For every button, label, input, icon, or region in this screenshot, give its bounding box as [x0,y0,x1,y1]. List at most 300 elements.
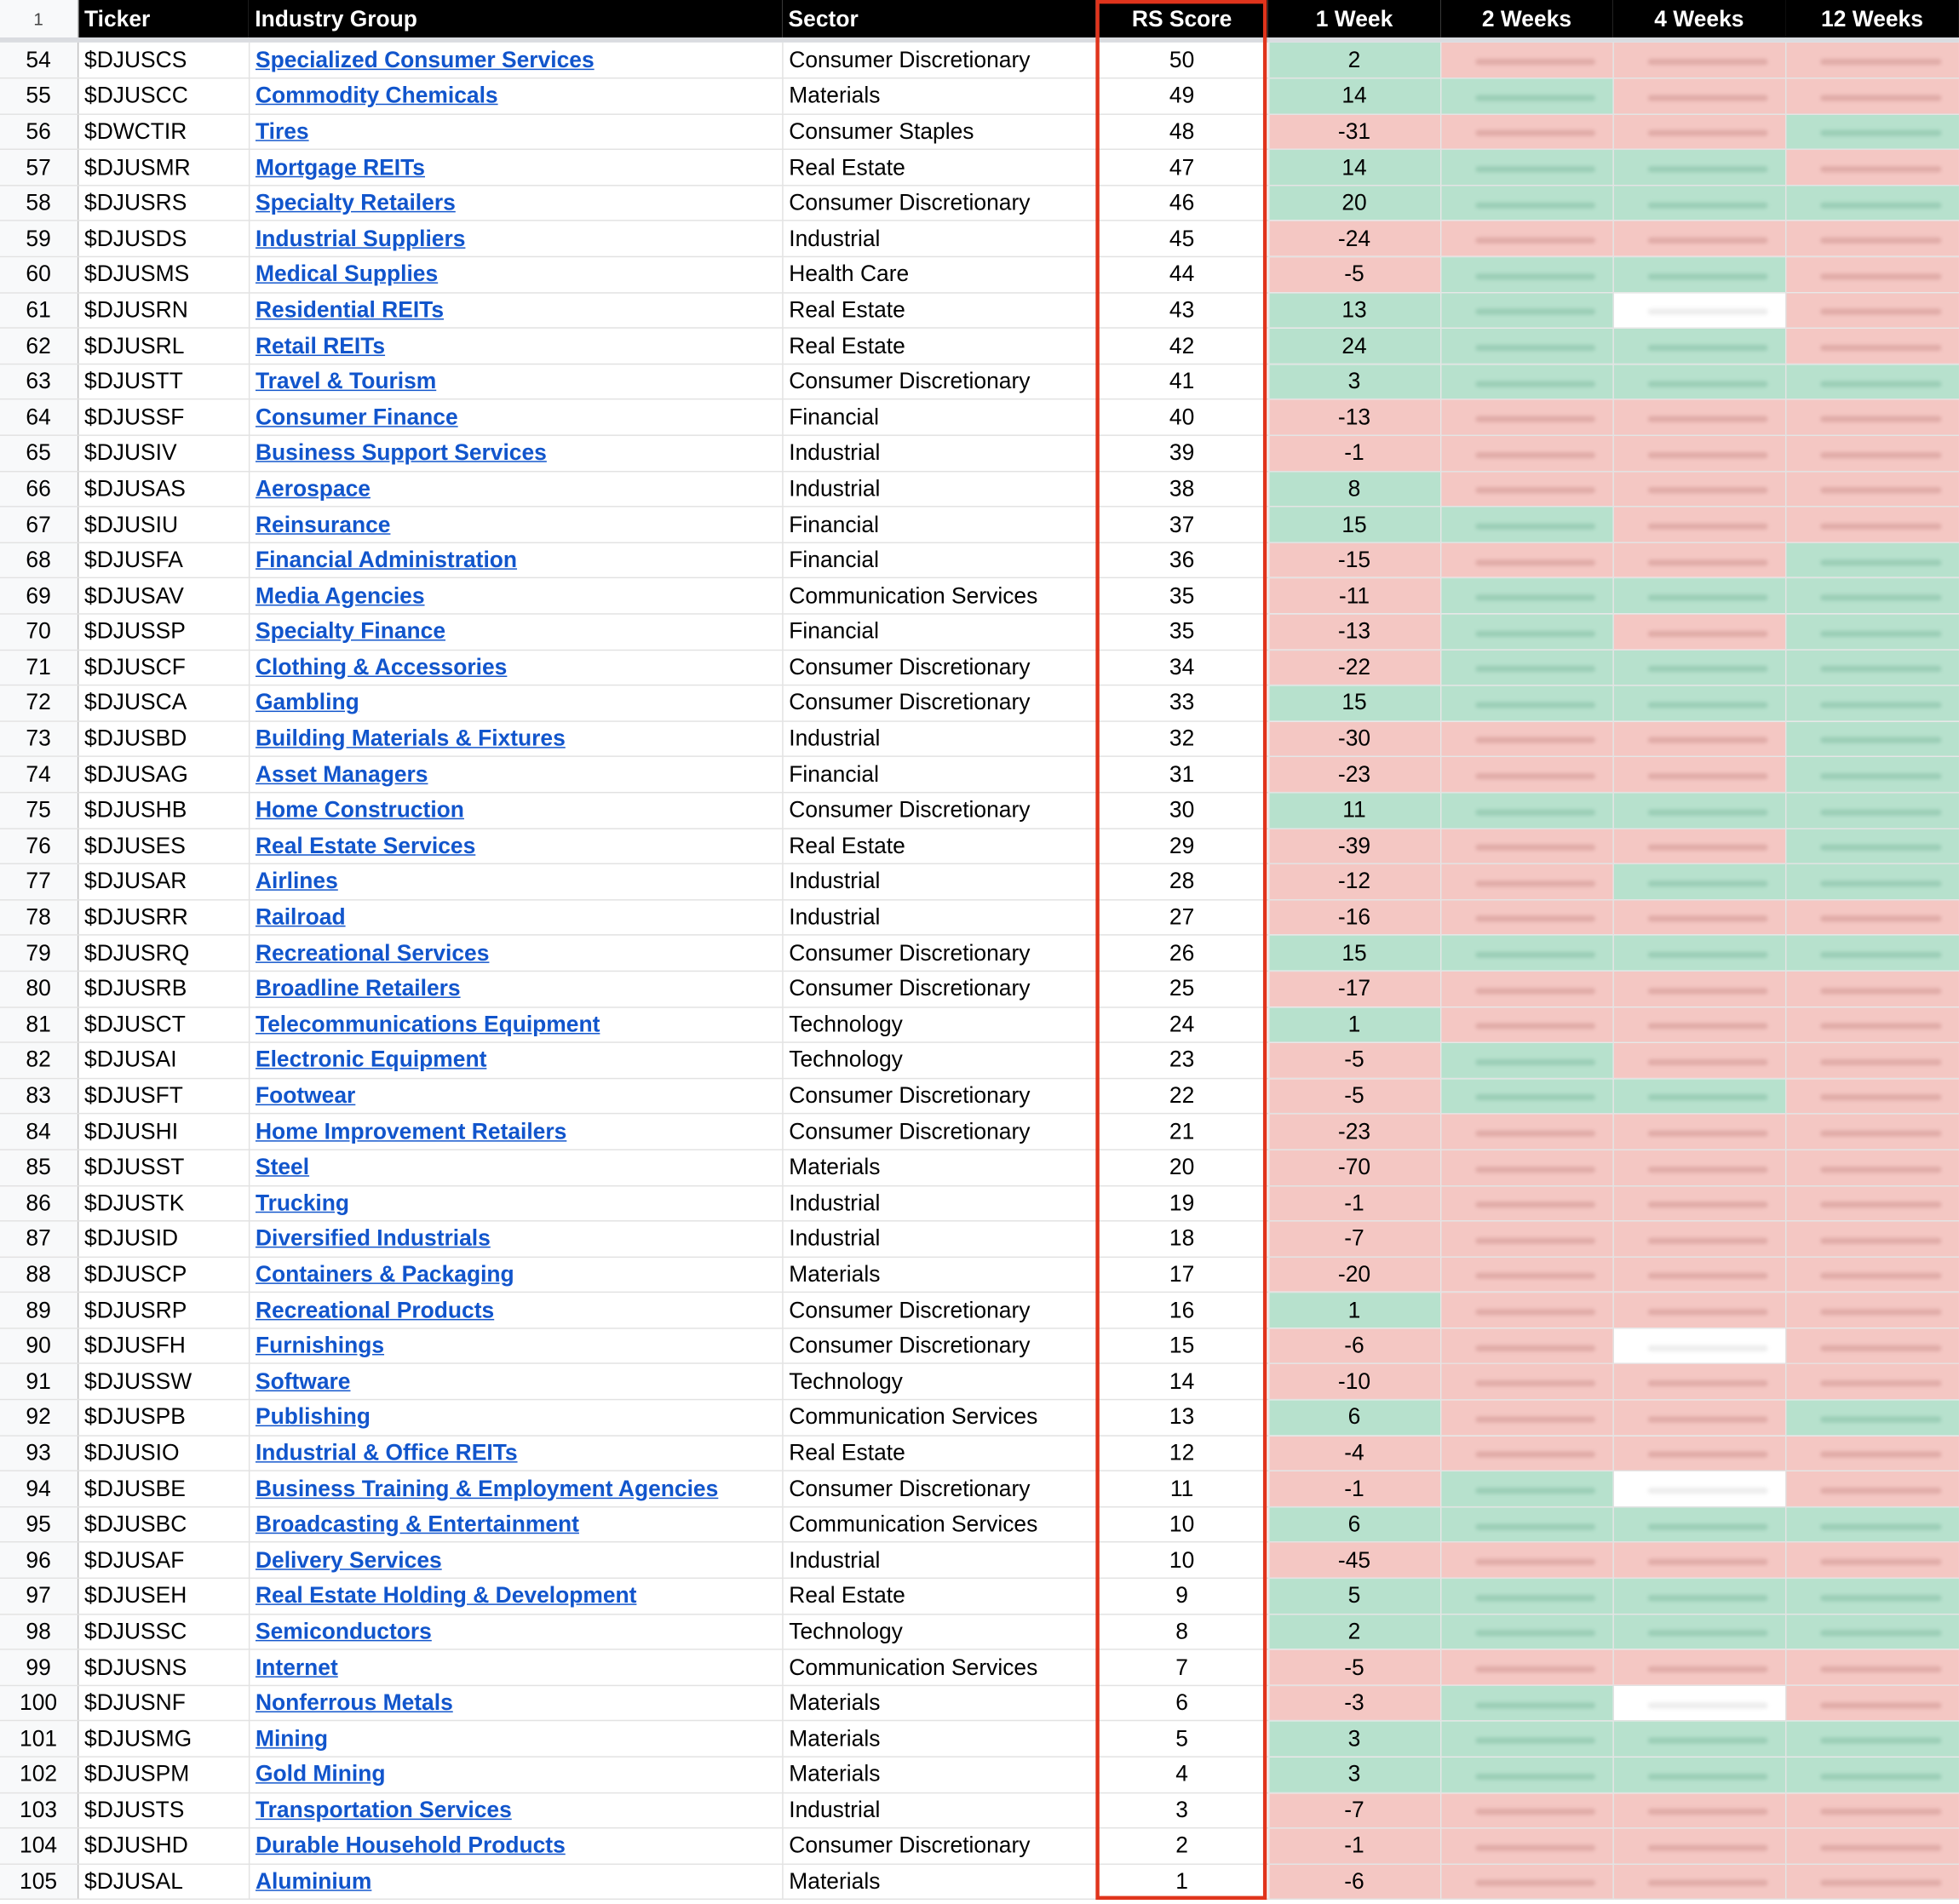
industry-group-cell[interactable] [249,1542,782,1578]
row-number[interactable]: 91 [0,1364,78,1400]
industry-group-link[interactable]: Trucking [255,1190,349,1215]
ticker-cell[interactable]: $DJUSRQ [78,935,249,971]
twelve-weeks-cell-blurred[interactable] [1785,650,1959,685]
industry-group-cell[interactable] [249,1400,782,1436]
industry-group-cell[interactable] [249,614,782,650]
two-weeks-cell-blurred[interactable] [1440,757,1612,793]
industry-group-cell[interactable] [249,78,782,114]
four-weeks-cell-blurred[interactable] [1613,1721,1785,1757]
ticker-cell[interactable]: $DJUSRR [78,899,249,935]
rs-score-cell[interactable]: 27 [1095,899,1267,935]
row-number[interactable]: 105 [0,1864,78,1900]
two-weeks-cell-blurred[interactable] [1440,328,1612,364]
twelve-weeks-cell-blurred[interactable] [1785,1792,1959,1828]
twelve-weeks-cell-blurred[interactable] [1785,1114,1959,1150]
industry-group-link[interactable]: Asset Managers [255,761,428,787]
industry-group-link[interactable]: Mining [255,1725,329,1752]
four-weeks-cell-blurred[interactable] [1613,1649,1785,1685]
industry-group-cell[interactable] [249,1614,782,1649]
twelve-weeks-cell-blurred[interactable] [1785,1328,1959,1364]
ticker-cell[interactable]: $DJUSAI [78,1042,249,1078]
twelve-weeks-cell-blurred[interactable] [1785,507,1959,542]
twelve-weeks-cell-blurred[interactable] [1785,793,1959,829]
rs-score-cell[interactable]: 9 [1095,1578,1267,1614]
industry-group-cell[interactable] [249,578,782,614]
industry-group-link[interactable]: Industrial Suppliers [255,226,466,251]
four-weeks-cell-blurred[interactable] [1613,507,1785,542]
four-weeks-cell-blurred[interactable] [1613,257,1785,293]
column-header-industry-group[interactable]: Industry Group [249,0,782,37]
industry-group-link[interactable]: Industrial & Office REITs [255,1440,518,1465]
industry-group-cell[interactable] [249,1150,782,1185]
ticker-cell[interactable]: $DJUSRS [78,186,249,221]
one-week-change-cell[interactable]: -30 [1268,721,1440,757]
industry-group-cell[interactable] [249,1506,782,1542]
ticker-cell[interactable]: $DJUSHB [78,793,249,829]
two-weeks-cell-blurred[interactable] [1440,578,1612,614]
row-number[interactable]: 78 [0,899,78,935]
one-week-change-cell[interactable]: -3 [1268,1685,1440,1721]
rs-score-cell[interactable]: 25 [1095,971,1267,1006]
row-number[interactable]: 58 [0,186,78,221]
twelve-weeks-cell-blurred[interactable] [1785,471,1959,507]
one-week-change-cell[interactable]: -70 [1268,1150,1440,1185]
industry-group-cell[interactable] [249,1006,782,1042]
ticker-cell[interactable]: $DJUSES [78,829,249,864]
one-week-change-cell[interactable]: 14 [1268,150,1440,186]
four-weeks-cell-blurred[interactable] [1613,1364,1785,1400]
twelve-weeks-cell-blurred[interactable] [1785,935,1959,971]
industry-group-link[interactable]: Clothing & Accessories [255,654,508,680]
rs-score-cell[interactable]: 34 [1095,650,1267,685]
four-weeks-cell-blurred[interactable] [1613,1436,1785,1471]
four-weeks-cell-blurred[interactable] [1613,78,1785,114]
column-header-ticker[interactable]: Ticker [78,0,249,37]
two-weeks-cell-blurred[interactable] [1440,507,1612,542]
industry-group-cell[interactable] [249,721,782,757]
ticker-cell[interactable]: $DJUSAF [78,1542,249,1578]
sector-cell[interactable]: Real Estate [782,150,1095,186]
industry-group-cell[interactable] [249,257,782,293]
row-number[interactable]: 64 [0,399,78,435]
row-number[interactable]: 70 [0,614,78,650]
two-weeks-cell-blurred[interactable] [1440,1614,1612,1649]
rs-score-cell[interactable]: 12 [1095,1436,1267,1471]
industry-group-cell[interactable] [249,1221,782,1257]
rs-score-cell[interactable]: 30 [1095,793,1267,829]
sector-cell[interactable]: Industrial [782,1221,1095,1257]
two-weeks-cell-blurred[interactable] [1440,614,1612,650]
sector-cell[interactable]: Financial [782,614,1095,650]
sector-cell[interactable]: Technology [782,1614,1095,1649]
industry-group-link[interactable]: Internet [255,1654,338,1680]
industry-group-cell[interactable] [249,114,782,150]
one-week-change-cell[interactable]: -10 [1268,1364,1440,1400]
row-number[interactable]: 92 [0,1400,78,1436]
two-weeks-cell-blurred[interactable] [1440,471,1612,507]
industry-group-cell[interactable] [249,935,782,971]
twelve-weeks-cell-blurred[interactable] [1785,685,1959,721]
ticker-cell[interactable]: $DWCTIR [78,114,249,150]
rs-score-cell[interactable]: 15 [1095,1328,1267,1364]
row-number[interactable]: 104 [0,1828,78,1864]
one-week-change-cell[interactable]: -15 [1268,542,1440,578]
one-week-change-cell[interactable]: -23 [1268,1114,1440,1150]
row-number[interactable]: 99 [0,1649,78,1685]
rs-score-cell[interactable]: 21 [1095,1114,1267,1150]
row-number[interactable]: 65 [0,435,78,471]
four-weeks-cell-blurred[interactable] [1613,829,1785,864]
ticker-cell[interactable]: $DJUSRN [78,292,249,328]
industry-group-link[interactable]: Containers & Packaging [255,1261,514,1287]
rs-score-cell[interactable]: 46 [1095,186,1267,221]
sector-cell[interactable]: Consumer Discretionary [782,935,1095,971]
sector-cell[interactable]: Industrial [782,1185,1095,1221]
sector-cell[interactable]: Consumer Discretionary [782,1114,1095,1150]
row-number[interactable]: 94 [0,1471,78,1507]
sector-cell[interactable]: Industrial [782,899,1095,935]
industry-group-link[interactable]: Steel [255,1154,310,1179]
ticker-cell[interactable]: $DJUSPB [78,1400,249,1436]
one-week-change-cell[interactable]: -7 [1268,1221,1440,1257]
four-weeks-cell-blurred[interactable] [1613,1792,1785,1828]
industry-group-cell[interactable] [249,186,782,221]
row-number[interactable]: 103 [0,1792,78,1828]
industry-group-link[interactable]: Mortgage REITs [255,154,425,180]
industry-group-link[interactable]: Publishing [255,1404,371,1430]
industry-group-cell[interactable] [249,1114,782,1150]
four-weeks-cell-blurred[interactable] [1613,1685,1785,1721]
industry-group-cell[interactable] [249,1328,782,1364]
row-number[interactable]: 89 [0,1293,78,1328]
industry-group-cell[interactable] [249,1649,782,1685]
rs-score-cell[interactable]: 28 [1095,864,1267,900]
row-number[interactable]: 56 [0,114,78,150]
four-weeks-cell-blurred[interactable] [1613,435,1785,471]
ticker-cell[interactable]: $DJUSCS [78,43,249,78]
ticker-cell[interactable]: $DJUSNF [78,1685,249,1721]
rs-score-cell[interactable]: 17 [1095,1257,1267,1293]
four-weeks-cell-blurred[interactable] [1613,186,1785,221]
two-weeks-cell-blurred[interactable] [1440,542,1612,578]
industry-group-cell[interactable] [249,1293,782,1328]
rs-score-cell[interactable]: 18 [1095,1221,1267,1257]
industry-group-link[interactable]: Commodity Chemicals [255,83,498,108]
two-weeks-cell-blurred[interactable] [1440,1400,1612,1436]
industry-group-cell[interactable] [249,899,782,935]
two-weeks-cell-blurred[interactable] [1440,399,1612,435]
twelve-weeks-cell-blurred[interactable] [1785,1221,1959,1257]
sector-cell[interactable]: Consumer Discretionary [782,650,1095,685]
rs-score-cell[interactable]: 31 [1095,757,1267,793]
row-number[interactable]: 93 [0,1436,78,1471]
one-week-change-cell[interactable]: -17 [1268,971,1440,1006]
one-week-change-cell[interactable]: -39 [1268,829,1440,864]
industry-group-cell[interactable] [249,471,782,507]
rs-score-cell[interactable]: 11 [1095,1471,1267,1507]
sector-cell[interactable]: Technology [782,1006,1095,1042]
four-weeks-cell-blurred[interactable] [1613,1864,1785,1900]
one-week-change-cell[interactable]: -23 [1268,757,1440,793]
row-number[interactable]: 54 [0,43,78,78]
twelve-weeks-cell-blurred[interactable] [1785,1471,1959,1507]
four-weeks-cell-blurred[interactable] [1613,1078,1785,1114]
ticker-cell[interactable]: $DJUSTK [78,1185,249,1221]
rs-score-cell[interactable]: 43 [1095,292,1267,328]
industry-group-link[interactable]: Specialized Consumer Services [255,47,595,72]
twelve-weeks-cell-blurred[interactable] [1785,542,1959,578]
industry-group-link[interactable]: Software [255,1368,351,1394]
rs-score-cell[interactable]: 36 [1095,542,1267,578]
two-weeks-cell-blurred[interactable] [1440,1685,1612,1721]
industry-group-link[interactable]: Medical Supplies [255,261,439,287]
one-week-change-cell[interactable]: -5 [1268,1042,1440,1078]
two-weeks-cell-blurred[interactable] [1440,221,1612,257]
sector-cell[interactable]: Consumer Discretionary [782,1828,1095,1864]
two-weeks-cell-blurred[interactable] [1440,1506,1612,1542]
sector-cell[interactable]: Technology [782,1364,1095,1400]
four-weeks-cell-blurred[interactable] [1613,1542,1785,1578]
four-weeks-cell-blurred[interactable] [1613,614,1785,650]
industry-group-link[interactable]: Residential REITs [255,297,445,323]
four-weeks-cell-blurred[interactable] [1613,1150,1785,1185]
two-weeks-cell-blurred[interactable] [1440,257,1612,293]
four-weeks-cell-blurred[interactable] [1613,864,1785,900]
row-number[interactable]: 88 [0,1257,78,1293]
twelve-weeks-cell-blurred[interactable] [1785,1006,1959,1042]
ticker-cell[interactable]: $DJUSFA [78,542,249,578]
twelve-weeks-cell-blurred[interactable] [1785,328,1959,364]
sector-cell[interactable]: Consumer Discretionary [782,1471,1095,1507]
four-weeks-cell-blurred[interactable] [1613,1757,1785,1792]
industry-group-cell[interactable] [249,221,782,257]
twelve-weeks-cell-blurred[interactable] [1785,114,1959,150]
rs-score-cell[interactable]: 32 [1095,721,1267,757]
industry-group-link[interactable]: Delivery Services [255,1546,442,1573]
column-header-sector[interactable]: Sector [782,0,1095,37]
sector-cell[interactable]: Consumer Discretionary [782,1328,1095,1364]
twelve-weeks-cell-blurred[interactable] [1785,364,1959,399]
one-week-change-cell[interactable]: 15 [1268,507,1440,542]
industry-group-link[interactable]: Diversified Industrials [255,1225,491,1251]
two-weeks-cell-blurred[interactable] [1440,1257,1612,1293]
row-number[interactable]: 102 [0,1757,78,1792]
row-number[interactable]: 62 [0,328,78,364]
row-number[interactable]: 73 [0,721,78,757]
rs-score-cell[interactable]: 20 [1095,1150,1267,1185]
row-number[interactable]: 71 [0,650,78,685]
rs-score-cell[interactable]: 37 [1095,507,1267,542]
one-week-change-cell[interactable]: -13 [1268,614,1440,650]
rs-score-cell[interactable]: 13 [1095,1400,1267,1436]
row-number[interactable]: 68 [0,542,78,578]
row-number[interactable]: 61 [0,292,78,328]
sector-cell[interactable]: Consumer Discretionary [782,685,1095,721]
twelve-weeks-cell-blurred[interactable] [1785,1685,1959,1721]
ticker-cell[interactable]: $DJUSHI [78,1114,249,1150]
one-week-change-cell[interactable]: -7 [1268,1792,1440,1828]
sector-cell[interactable]: Communication Services [782,1506,1095,1542]
sector-cell[interactable]: Consumer Discretionary [782,1293,1095,1328]
two-weeks-cell-blurred[interactable] [1440,78,1612,114]
industry-group-link[interactable]: Travel & Tourism [255,368,437,394]
twelve-weeks-cell-blurred[interactable] [1785,864,1959,900]
four-weeks-cell-blurred[interactable] [1613,328,1785,364]
four-weeks-cell-blurred[interactable] [1613,1221,1785,1257]
one-week-change-cell[interactable]: -5 [1268,257,1440,293]
rs-score-cell[interactable]: 44 [1095,257,1267,293]
column-header-12-weeks[interactable]: 12 Weeks [1785,0,1959,37]
ticker-cell[interactable]: $DJUSBD [78,721,249,757]
twelve-weeks-cell-blurred[interactable] [1785,721,1959,757]
one-week-change-cell[interactable]: 11 [1268,793,1440,829]
twelve-weeks-cell-blurred[interactable] [1785,1078,1959,1114]
one-week-change-cell[interactable]: 3 [1268,1721,1440,1757]
row-number-header[interactable]: 1 [0,0,78,37]
industry-group-cell[interactable] [249,507,782,542]
twelve-weeks-cell-blurred[interactable] [1785,899,1959,935]
twelve-weeks-cell-blurred[interactable] [1785,971,1959,1006]
twelve-weeks-cell-blurred[interactable] [1785,1042,1959,1078]
twelve-weeks-cell-blurred[interactable] [1785,435,1959,471]
industry-group-cell[interactable] [249,542,782,578]
sector-cell[interactable]: Materials [782,1721,1095,1757]
rs-score-cell[interactable]: 2 [1095,1828,1267,1864]
sector-cell[interactable]: Consumer Discretionary [782,793,1095,829]
sector-cell[interactable]: Communication Services [782,578,1095,614]
industry-group-link[interactable]: Home Construction [255,797,464,823]
ticker-cell[interactable]: $DJUSSC [78,1614,249,1649]
industry-group-link[interactable]: Retail REITs [255,332,386,358]
one-week-change-cell[interactable]: 15 [1268,935,1440,971]
sector-cell[interactable]: Real Estate [782,328,1095,364]
industry-group-link[interactable]: Consumer Finance [255,404,458,430]
rs-score-cell[interactable]: 8 [1095,1614,1267,1649]
row-number[interactable]: 76 [0,829,78,864]
industry-group-cell[interactable] [249,1257,782,1293]
row-number[interactable]: 80 [0,971,78,1006]
sector-cell[interactable]: Materials [782,1685,1095,1721]
twelve-weeks-cell-blurred[interactable] [1785,1150,1959,1185]
industry-group-cell[interactable] [249,1792,782,1828]
sector-cell[interactable]: Industrial [782,435,1095,471]
row-number[interactable]: 90 [0,1328,78,1364]
sector-cell[interactable]: Materials [782,78,1095,114]
two-weeks-cell-blurred[interactable] [1440,1792,1612,1828]
ticker-cell[interactable]: $DJUSRB [78,971,249,1006]
one-week-change-cell[interactable]: 13 [1268,292,1440,328]
four-weeks-cell-blurred[interactable] [1613,793,1785,829]
sector-cell[interactable]: Materials [782,1257,1095,1293]
sector-cell[interactable]: Materials [782,1757,1095,1792]
industry-group-link[interactable]: Durable Household Products [255,1832,566,1858]
sector-cell[interactable]: Consumer Discretionary [782,971,1095,1006]
industry-group-cell[interactable] [249,829,782,864]
ticker-cell[interactable]: $DJUSCA [78,685,249,721]
one-week-change-cell[interactable]: -1 [1268,1828,1440,1864]
two-weeks-cell-blurred[interactable] [1440,364,1612,399]
two-weeks-cell-blurred[interactable] [1440,1006,1612,1042]
four-weeks-cell-blurred[interactable] [1613,1293,1785,1328]
twelve-weeks-cell-blurred[interactable] [1785,1828,1959,1864]
ticker-cell[interactable]: $DJUSBE [78,1471,249,1507]
column-header-1-week[interactable]: 1 Week [1268,0,1440,37]
two-weeks-cell-blurred[interactable] [1440,1114,1612,1150]
row-number[interactable]: 83 [0,1078,78,1114]
industry-group-cell[interactable] [249,1471,782,1507]
row-number[interactable]: 97 [0,1578,78,1614]
twelve-weeks-cell-blurred[interactable] [1785,150,1959,186]
two-weeks-cell-blurred[interactable] [1440,1221,1612,1257]
row-number[interactable]: 87 [0,1221,78,1257]
two-weeks-cell-blurred[interactable] [1440,971,1612,1006]
sector-cell[interactable]: Industrial [782,1542,1095,1578]
row-number[interactable]: 72 [0,685,78,721]
twelve-weeks-cell-blurred[interactable] [1785,1293,1959,1328]
one-week-change-cell[interactable]: 3 [1268,364,1440,399]
industry-group-link[interactable]: Aluminium [255,1868,372,1894]
rs-score-cell[interactable]: 23 [1095,1042,1267,1078]
four-weeks-cell-blurred[interactable] [1613,1400,1785,1436]
industry-group-link[interactable]: Nonferrous Metals [255,1689,453,1716]
ticker-cell[interactable]: $DJUSTT [78,364,249,399]
rs-score-cell[interactable]: 14 [1095,1364,1267,1400]
sector-cell[interactable]: Real Estate [782,829,1095,864]
one-week-change-cell[interactable]: -1 [1268,435,1440,471]
row-number[interactable]: 82 [0,1042,78,1078]
rs-score-cell[interactable]: 24 [1095,1006,1267,1042]
sector-cell[interactable]: Real Estate [782,1578,1095,1614]
ticker-cell[interactable]: $DJUSRP [78,1293,249,1328]
twelve-weeks-cell-blurred[interactable] [1785,43,1959,78]
ticker-cell[interactable]: $DJUSCT [78,1006,249,1042]
rs-score-cell[interactable]: 49 [1095,78,1267,114]
rs-score-cell[interactable]: 1 [1095,1864,1267,1900]
sector-cell[interactable]: Materials [782,1864,1095,1900]
one-week-change-cell[interactable]: -31 [1268,114,1440,150]
two-weeks-cell-blurred[interactable] [1440,1578,1612,1614]
rs-score-cell[interactable]: 41 [1095,364,1267,399]
rs-score-cell[interactable]: 39 [1095,435,1267,471]
four-weeks-cell-blurred[interactable] [1613,1828,1785,1864]
row-number[interactable]: 81 [0,1006,78,1042]
twelve-weeks-cell-blurred[interactable] [1785,757,1959,793]
rs-score-cell[interactable]: 42 [1095,328,1267,364]
ticker-cell[interactable]: $DJUSAG [78,757,249,793]
two-weeks-cell-blurred[interactable] [1440,1042,1612,1078]
one-week-change-cell[interactable]: 6 [1268,1506,1440,1542]
column-header-4-weeks[interactable]: 4 Weeks [1613,0,1785,37]
industry-group-link[interactable]: Real Estate Services [255,833,476,858]
four-weeks-cell-blurred[interactable] [1613,292,1785,328]
industry-group-link[interactable]: Electronic Equipment [255,1047,487,1073]
row-number[interactable]: 57 [0,150,78,186]
industry-group-cell[interactable] [249,1185,782,1221]
twelve-weeks-cell-blurred[interactable] [1785,1257,1959,1293]
row-number[interactable]: 55 [0,78,78,114]
two-weeks-cell-blurred[interactable] [1440,650,1612,685]
industry-group-cell[interactable] [249,971,782,1006]
twelve-weeks-cell-blurred[interactable] [1785,1364,1959,1400]
one-week-change-cell[interactable]: -6 [1268,1328,1440,1364]
sector-cell[interactable]: Industrial [782,221,1095,257]
two-weeks-cell-blurred[interactable] [1440,1864,1612,1900]
industry-group-link[interactable]: Tires [255,118,309,144]
industry-group-cell[interactable] [249,650,782,685]
sector-cell[interactable]: Communication Services [782,1400,1095,1436]
sector-cell[interactable]: Consumer Discretionary [782,364,1095,399]
two-weeks-cell-blurred[interactable] [1440,1436,1612,1471]
